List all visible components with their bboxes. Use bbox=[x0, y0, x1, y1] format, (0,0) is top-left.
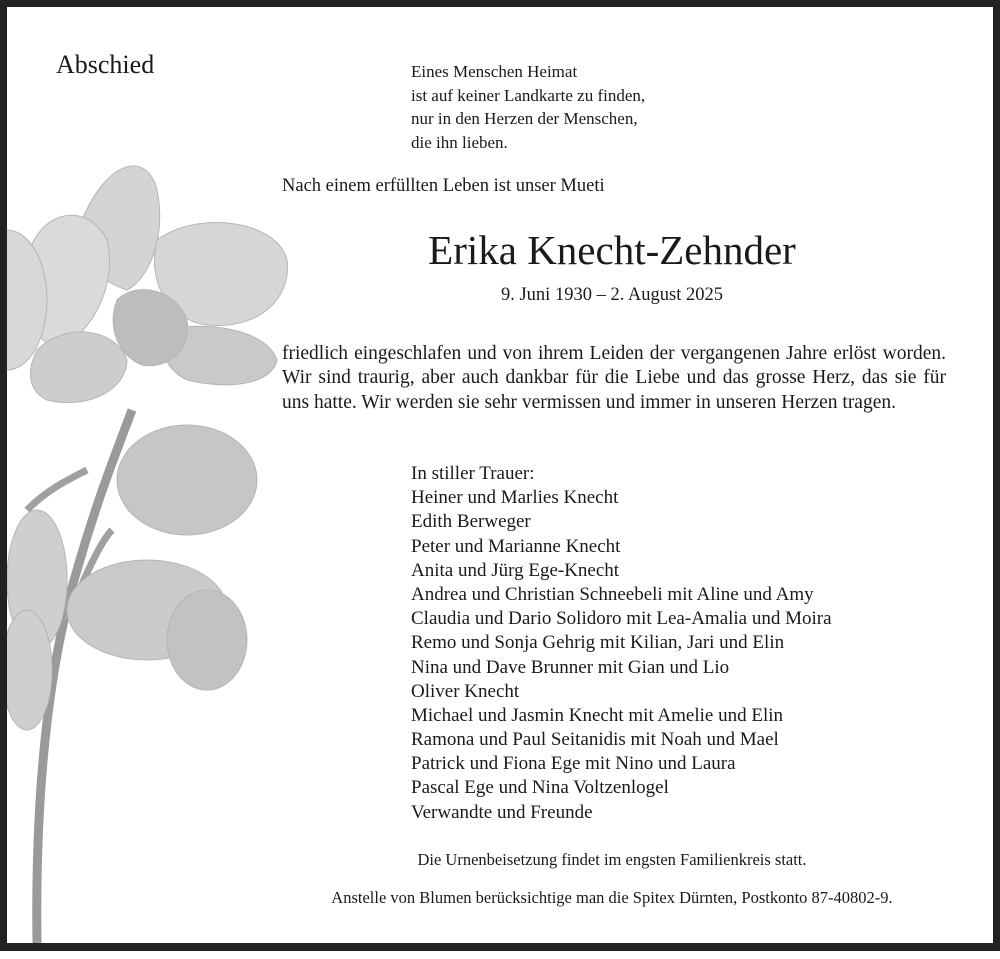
mourner: Michael und Jasmin Knecht mit Amelie und Elin bbox=[411, 704, 784, 726]
poem-line: nur in den Herzen der Menschen, bbox=[411, 109, 638, 128]
mourner: Ramona und Paul Seitanidis mit Noah und Mael bbox=[411, 729, 779, 751]
life-dates: 9. Juni 1930 – 2. August 2025 bbox=[500, 285, 724, 305]
mourner: Heiner und Marlies Knecht bbox=[411, 487, 619, 509]
poem-line: die ihn lieben. bbox=[411, 132, 508, 152]
mourner: Peter und Marianne Knecht bbox=[411, 535, 621, 557]
heading: Abschied bbox=[56, 50, 155, 79]
deceased-name: Erika Knecht-Zehnder bbox=[428, 227, 796, 273]
donation-note: Anstelle von Blumen berücksichtige man die Spitex Dürnten, Postkonto 87-40802-9. bbox=[331, 888, 893, 907]
burial-note: Die Urnenbeisetzung findet im engsten Familienkreis statt. bbox=[417, 850, 807, 869]
mourner: Anita und Jürg Ege-Knecht bbox=[411, 559, 620, 581]
poem-line: Eines Menschen Heimat bbox=[411, 62, 578, 81]
mourner: Pascal Ege und Nina Voltzenlogel bbox=[411, 777, 669, 799]
mourner: Nina und Dave Brunner mit Gian und Lio bbox=[411, 656, 730, 678]
poem-line: ist auf keiner Landkarte zu finden, bbox=[411, 85, 646, 105]
mourner: Edith Berweger bbox=[411, 511, 531, 533]
poem bbox=[411, 60, 645, 154]
mourner: Claudia und Dario Solidoro mit Lea-Amalia und Moira bbox=[411, 608, 832, 630]
mourner: Andrea und Christian Schneebeli mit Aline und Amy bbox=[411, 583, 814, 605]
mourners-label: In stiller Trauer: bbox=[411, 463, 535, 484]
mourner: Patrick und Fiona Ege mit Nino und Laura bbox=[411, 753, 736, 775]
mourners-list bbox=[411, 462, 832, 825]
main-paragraph: friedlich eingeschlafen und von ihrem Leiden der vergangenen Jahre erlöst worden. Wir sind traurig, aber auch dankbar für die Liebe und das grosse Herz, das sie für uns hatte. Wir werden sie sehr vermissen und immer in unseren Herzen tragen. bbox=[282, 343, 946, 413]
mourner: Remo und Sonja Gehrig mit Kilian, Jari und Elin bbox=[411, 632, 785, 654]
mourner: Verwandte und Freunde bbox=[411, 801, 593, 823]
intro-text: Nach einem erfüllten Leben ist unser Mueti bbox=[282, 176, 605, 196]
mourner: Oliver Knecht bbox=[411, 680, 520, 702]
